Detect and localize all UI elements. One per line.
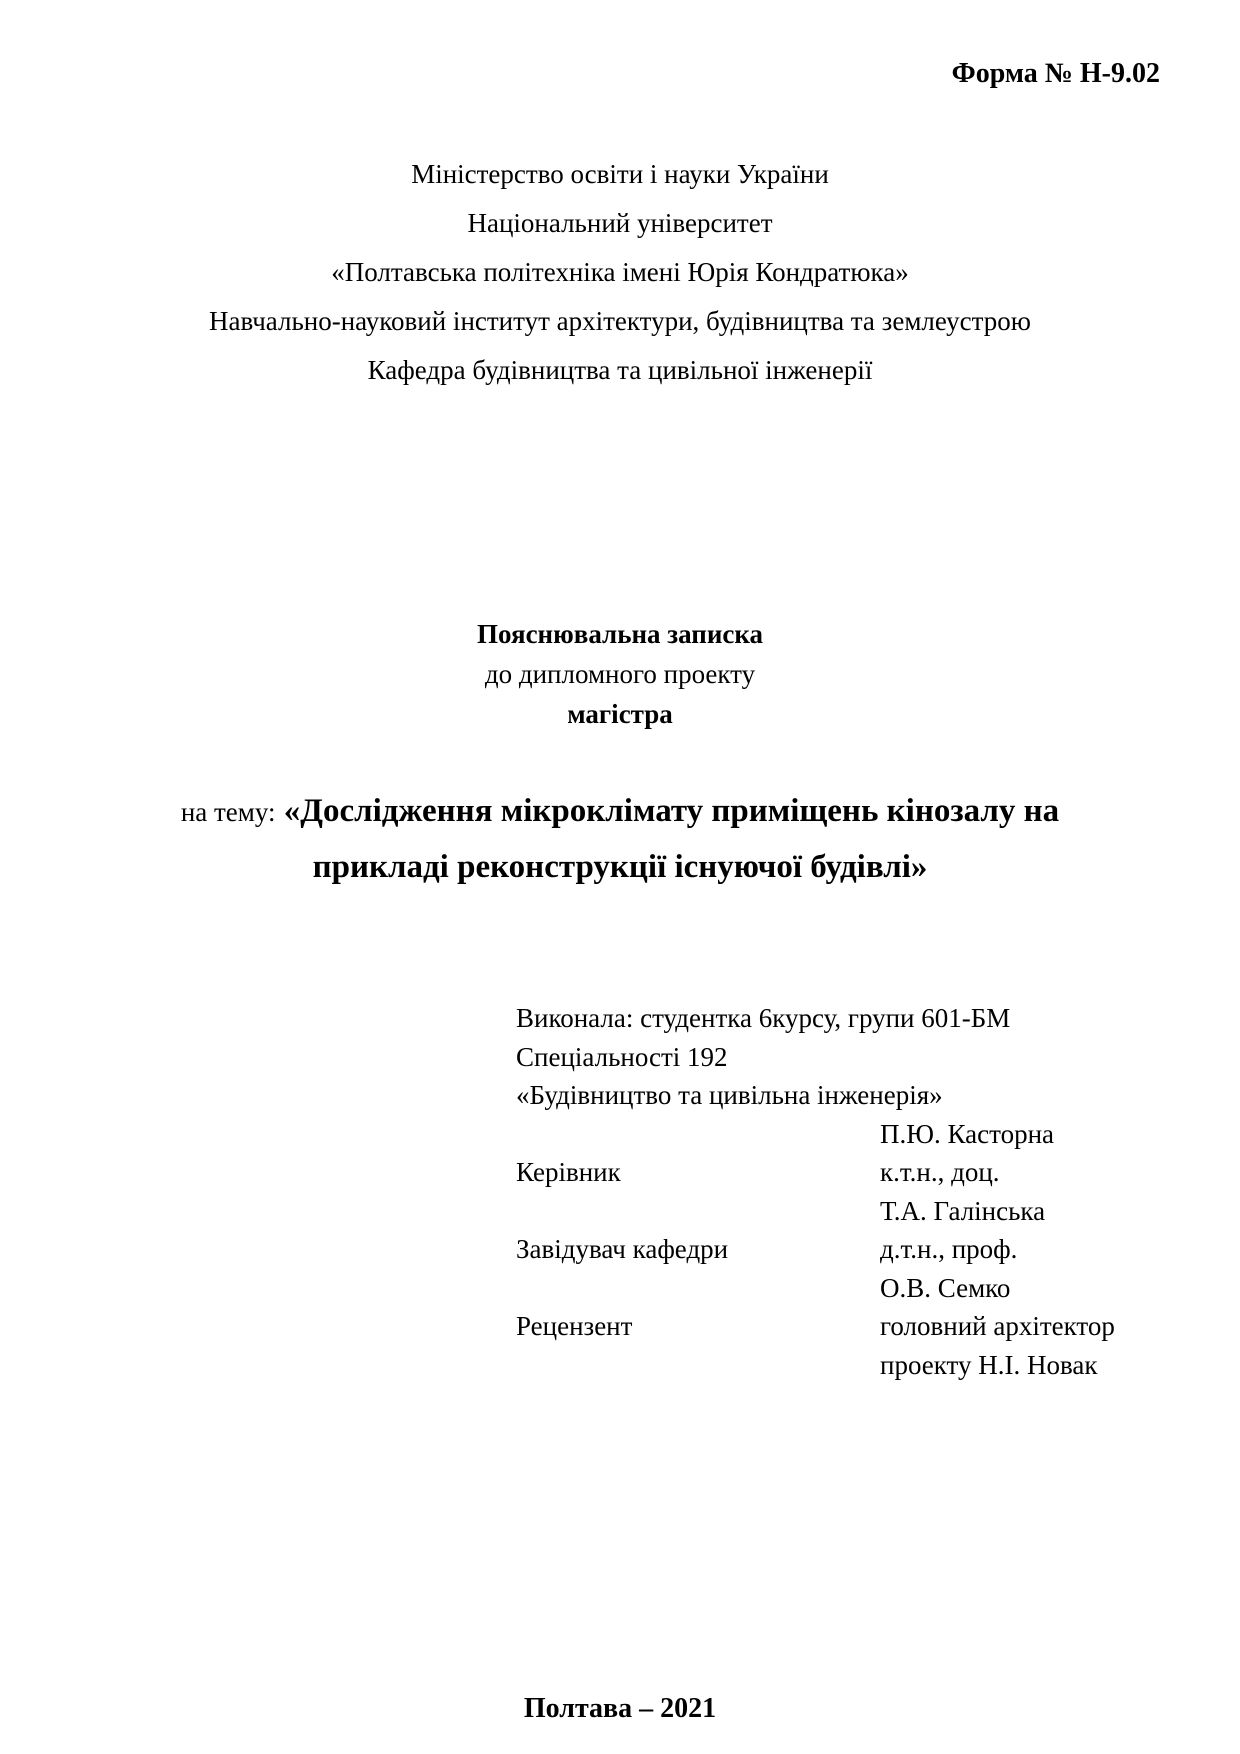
university-line: Національний університет xyxy=(467,208,773,238)
student-name: П.Ю. Касторна xyxy=(880,1118,1054,1149)
info-row xyxy=(516,1193,1156,1232)
info-row xyxy=(516,1116,1156,1155)
document-type-block xyxy=(0,615,1240,735)
head-name: О.В. Семко xyxy=(880,1272,1011,1303)
reviewer-label: Рецензент xyxy=(516,1311,633,1341)
reviewer-title: головний архітектор xyxy=(880,1311,1115,1341)
university-name-line: «Полтавська політехніка імені Юрія Кондратюка» xyxy=(331,257,909,287)
theme-title-part-1: «Дослідження мікроклімату приміщень кінозалу на xyxy=(283,793,1060,829)
info-row xyxy=(516,1000,1156,1039)
theme-block xyxy=(0,787,1240,899)
institution-header xyxy=(0,155,1240,400)
performed-by: Виконала: студентка 6курсу, групи 601-БМ xyxy=(516,1003,1011,1033)
info-row xyxy=(516,1347,1156,1386)
supervisor-name: Т.А. Галінська xyxy=(880,1195,1046,1226)
info-row xyxy=(516,1154,1156,1193)
specialty-name: «Будівництво та цивільна інженерія» xyxy=(516,1080,943,1110)
document-subtitle: до дипломного проекту xyxy=(484,659,756,689)
supervisor-label: Керівник xyxy=(516,1157,621,1187)
document-degree: магістра xyxy=(567,699,673,729)
info-row xyxy=(516,1308,1156,1347)
info-row xyxy=(516,1231,1156,1270)
theme-title-part-2: прикладі реконструкції існуючої будівлі» xyxy=(312,849,928,885)
info-row xyxy=(516,1077,1156,1116)
institute-line: Навчально-науковий інститут архітектури, будівництва та землеустрою xyxy=(209,306,1031,336)
document-type: Пояснювальна записка xyxy=(476,619,764,649)
info-row xyxy=(516,1270,1156,1309)
reviewer-name: проекту Н.І. Новак xyxy=(880,1349,1098,1380)
form-number: Форма № Н-9.02 xyxy=(951,58,1160,89)
department-line: Кафедра будівництва та цивільної інженерії xyxy=(367,355,873,385)
theme-line-1 xyxy=(0,787,1240,843)
theme-prefix: на тему: xyxy=(180,797,276,827)
author-info-block xyxy=(516,1000,1156,1385)
head-title: д.т.н., проф. xyxy=(880,1234,1018,1264)
head-label: Завідувач кафедри xyxy=(516,1234,729,1264)
city-year: Полтава – 2021 xyxy=(523,1693,717,1724)
supervisor-title: к.т.н., доц. xyxy=(880,1157,1000,1187)
specialty: Спеціальності 192 xyxy=(516,1041,728,1072)
ministry-line: Міністерство освіти і науки України xyxy=(411,159,829,189)
info-row xyxy=(516,1039,1156,1078)
